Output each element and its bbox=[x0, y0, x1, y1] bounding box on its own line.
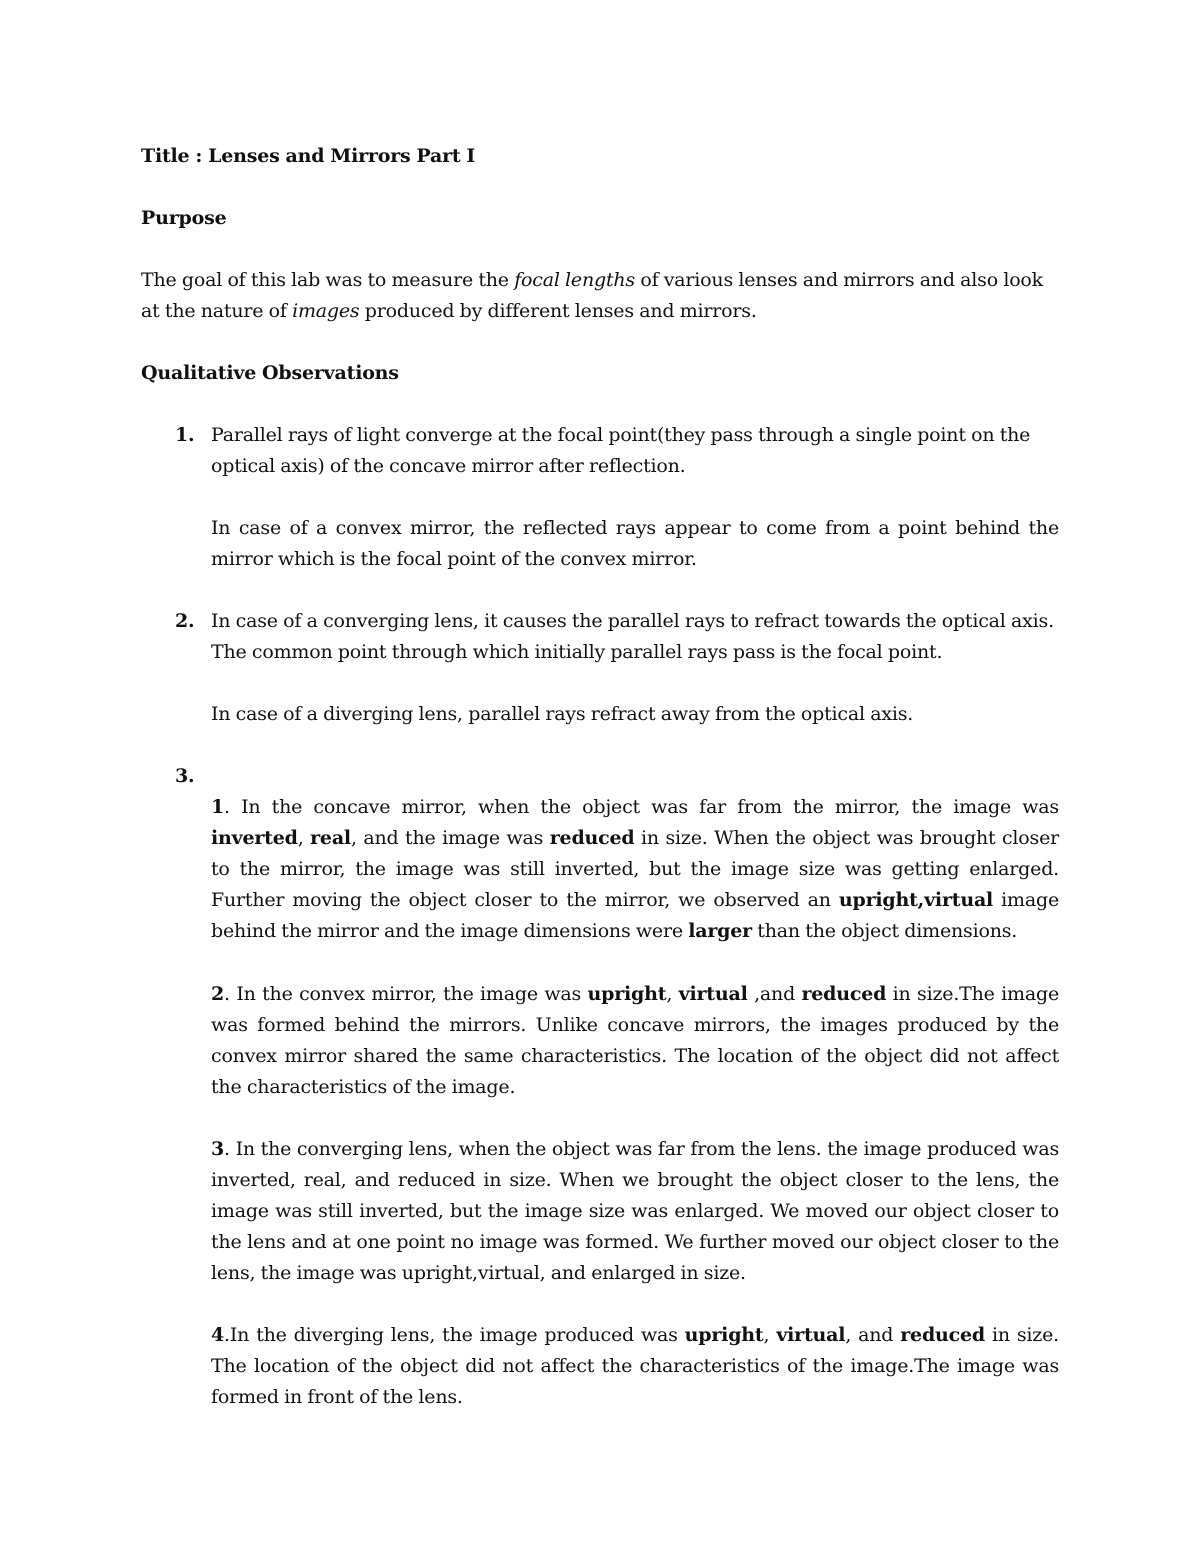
sub-text: , bbox=[763, 1324, 777, 1346]
qualitative-heading: Qualitative Observations bbox=[141, 362, 399, 384]
sub-text: , and the image was bbox=[350, 827, 550, 849]
sub-text: , bbox=[666, 983, 679, 1005]
sub-text: , and bbox=[845, 1324, 901, 1346]
sub-text: . In the concave mirror, when the object was far from the mirror, the image was bbox=[224, 796, 1059, 818]
emphasis-reduced: reduced bbox=[801, 983, 887, 1005]
sub-number: 2 bbox=[211, 983, 225, 1005]
purpose-focal-lengths: focal lengths bbox=[514, 269, 635, 291]
list-number: 1. bbox=[175, 424, 195, 446]
sub-text: . In the convex mirror, the image was bbox=[224, 983, 588, 1005]
purpose-images: images bbox=[292, 300, 360, 322]
purpose-text: The goal of this lab was to measure the bbox=[141, 269, 515, 291]
emphasis-upright-virtual: upright,virtual bbox=[838, 889, 994, 911]
purpose-text: of various lenses and mirrors and also look at the nature of bbox=[141, 269, 1043, 322]
sub-text: in size. When the object was brought closer to the mirror, the image was still inverted, but the image size was getting enlarged. Further moving the object closer to the mirror, we observed an bbox=[211, 827, 1060, 911]
sub-text: image behind the mirror and the image dimensions were bbox=[211, 889, 1059, 942]
emphasis-larger: larger bbox=[688, 920, 752, 942]
observation-3-sub-3 bbox=[211, 1134, 1059, 1289]
sub-text: , bbox=[297, 827, 311, 849]
observation-1-paragraph-2: In case of a convex mirror, the reflected rays appear to come from a point behind the mirror which is the focal point of the convex mirror. bbox=[211, 517, 1059, 570]
emphasis-upright: upright bbox=[587, 983, 667, 1005]
emphasis-upright: upright bbox=[684, 1324, 764, 1346]
purpose-text: produced by different lenses and mirrors. bbox=[359, 300, 757, 322]
observation-2-paragraph-1: In case of a converging lens, it causes the parallel rays to refract towards the optical axis. The common point through which initially parallel rays pass is the focal point. bbox=[211, 610, 1054, 663]
sub-text: than the object dimensions. bbox=[751, 920, 1018, 942]
sub-text: . In the converging lens, when the object was far from the lens. the image produced was inverted, real, and reduced in size. When we brought the object closer to the lens, the image was still inverted, but the image size was enlarged. We moved our object closer to the lens and at one point no image was formed. We further moved our object closer to the lens, the image was upright,virtual, and enlarged in size. bbox=[211, 1138, 1059, 1284]
purpose-heading: Purpose bbox=[141, 207, 227, 229]
emphasis-reduced: reduced bbox=[900, 1324, 985, 1346]
sub-number: 4 bbox=[211, 1324, 225, 1346]
observation-2-paragraph-2: In case of a diverging lens, parallel rays refract away from the optical axis. bbox=[211, 703, 914, 725]
observation-3-sub-1 bbox=[211, 792, 1059, 947]
observation-3-sub-4 bbox=[211, 1320, 1059, 1413]
emphasis-reduced: reduced bbox=[549, 827, 635, 849]
sub-text: .In the diverging lens, the image produced was bbox=[224, 1324, 685, 1346]
sub-text: ,and bbox=[747, 983, 802, 1005]
list-number: 3. bbox=[175, 765, 195, 787]
emphasis-virtual: virtual bbox=[678, 983, 748, 1005]
sub-text: in size. The location of the object did not affect the characteristics of the image.The image was formed in front of the lens. bbox=[211, 1324, 1059, 1408]
sub-text: in size.The image was formed behind the mirrors. Unlike concave mirrors, the images produced by the convex mirror shared the same characteristics. The location of the object did not affect the characteristics of the image. bbox=[211, 983, 1059, 1098]
sub-number: 3 bbox=[211, 1138, 225, 1160]
observation-3-sub-2 bbox=[211, 979, 1059, 1103]
emphasis-inverted: inverted bbox=[211, 827, 298, 849]
sub-number: 1 bbox=[211, 796, 225, 818]
emphasis-virtual: virtual bbox=[776, 1324, 846, 1346]
list-number: 2. bbox=[175, 610, 195, 632]
purpose-paragraph bbox=[141, 265, 1059, 327]
document-title: Title : Lenses and Mirrors Part I bbox=[141, 145, 476, 167]
emphasis-real: real bbox=[310, 827, 351, 849]
observation-1-paragraph-1: Parallel rays of light converge at the focal point(they pass through a single point on the optical axis) of the concave mirror after reflection. bbox=[211, 424, 1031, 477]
